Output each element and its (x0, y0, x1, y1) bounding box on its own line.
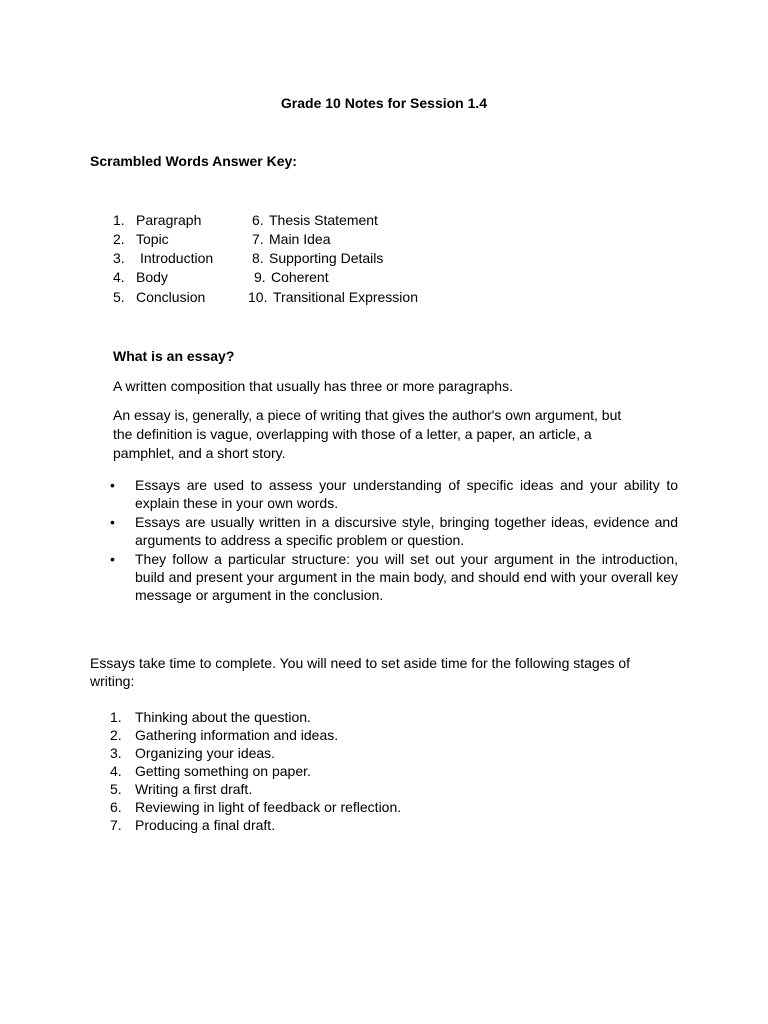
stage-text: Producing a final draft. (135, 817, 276, 833)
list-item (110, 780, 401, 798)
stages-list (110, 708, 401, 834)
essay-definition: A written composition that usually has three or more paragraphs. (113, 378, 513, 394)
essay-paragraph-line: An essay is, generally, a piece of writing that gives the author's own argument, but (113, 407, 622, 423)
list-item (110, 744, 401, 762)
bullet-icon: • (110, 551, 115, 567)
answer-key-left-term: Introduction (140, 250, 214, 266)
stage-text: Reviewing in light of feedback or reflection. (135, 799, 402, 815)
list-item (110, 726, 401, 744)
stage-number: 1. (110, 709, 122, 725)
stage-text: Getting something on paper. (135, 763, 311, 779)
answer-key-left-term: Topic (136, 231, 169, 247)
stage-number: 4. (110, 763, 122, 779)
list-item (110, 762, 401, 780)
bullet-icon: • (110, 477, 115, 493)
list-item (110, 513, 678, 549)
answer-key-right-num: 7. (252, 231, 264, 247)
stage-text: Organizing your ideas. (135, 745, 276, 761)
answer-key-left-term: Body (136, 269, 168, 285)
answer-key-left-num: 1. (113, 212, 125, 228)
essay-paragraph-line: pamphlet, and a short story. (113, 445, 286, 461)
answer-key-right-num: 8. (252, 250, 264, 266)
answer-key-left-term: Conclusion (136, 289, 206, 305)
stage-text: Gathering information and ideas. (135, 727, 339, 743)
list-item (110, 798, 401, 816)
list-item (110, 550, 678, 604)
answer-key-left-term: Paragraph (136, 212, 202, 228)
stage-number: 5. (110, 781, 122, 797)
stage-number: 7. (110, 817, 122, 833)
bullet-text: Essays are usually written in a discursive style, bringing together ideas, evidence and arguments to address a specific problem or question. (135, 514, 678, 548)
stages-intro-line: writing: (90, 673, 135, 689)
list-item (110, 816, 401, 834)
essay-bullet-list (110, 476, 678, 605)
answer-key-heading: Scrambled Words Answer Key: (90, 153, 297, 169)
answer-key-right-term: Thesis Statement (269, 212, 378, 228)
answer-key-left-num: 4. (113, 269, 125, 285)
list-item (110, 476, 678, 512)
answer-key-left-num: 3. (113, 250, 125, 266)
answer-key-right-term: Coherent (271, 269, 329, 285)
stage-number: 2. (110, 727, 122, 743)
essay-paragraph-line: the definition is vague, overlapping with those of a letter, a paper, an article, a (113, 426, 592, 442)
list-item (110, 708, 401, 726)
answer-key-right-num: 9. (254, 269, 266, 285)
answer-key-right-term: Transitional Expression (273, 289, 418, 305)
bullet-text: Essays are used to assess your understanding of specific ideas and your ability to explain these in your own words. (135, 477, 678, 511)
stage-number: 6. (110, 799, 122, 815)
stage-number: 3. (110, 745, 122, 761)
answer-key-left-num: 5. (113, 289, 125, 305)
answer-key-right-term: Supporting Details (269, 250, 384, 266)
document-title: Grade 10 Notes for Session 1.4 (280, 95, 488, 111)
stages-intro-line: Essays take time to complete. You will need to set aside time for the following stages of (90, 655, 631, 671)
stage-text: Thinking about the question. (135, 709, 311, 725)
bullet-icon: • (110, 514, 115, 530)
answer-key-left-num: 2. (113, 231, 125, 247)
answer-key-right-num: 10. (248, 289, 268, 305)
bullet-text: They follow a particular structure: you will set out your argument in the introduction, build and present your argument in the main body, and should end with your overall key message or argument in the conclusion. (135, 551, 678, 603)
answer-key-right-num: 6. (252, 212, 264, 228)
stage-text: Writing a first draft. (135, 781, 253, 797)
answer-key-right-term: Main Idea (269, 231, 331, 247)
essay-heading: What is an essay? (113, 348, 235, 364)
